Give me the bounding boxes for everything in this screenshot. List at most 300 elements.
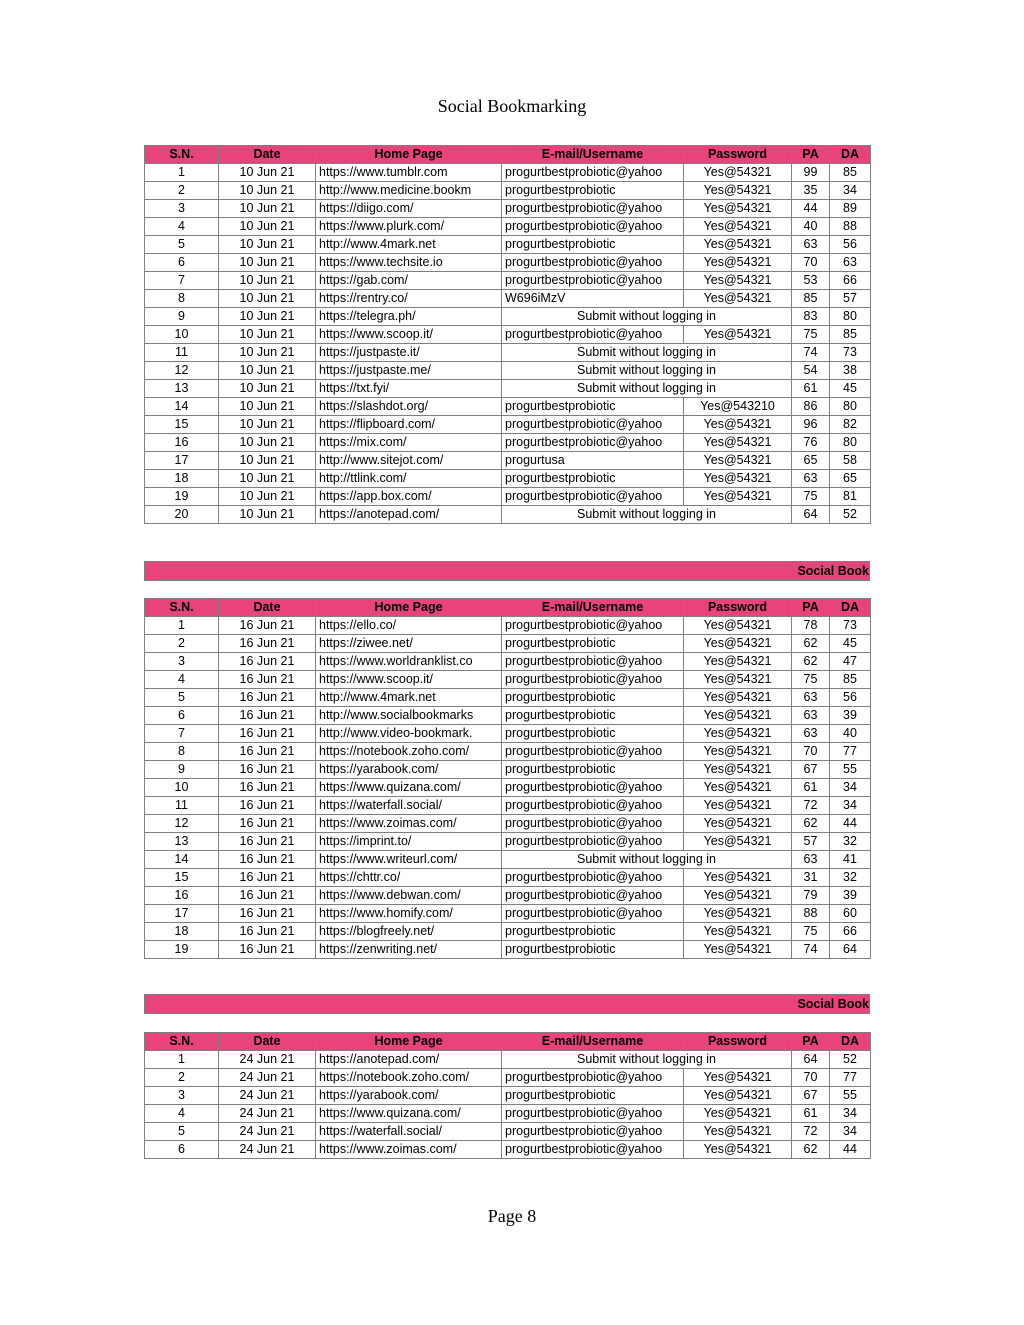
table-row: [145, 923, 871, 941]
header-email-username: E-mail/Username: [502, 146, 684, 164]
cell-pa: 76: [792, 434, 830, 452]
header-email-username: E-mail/Username: [502, 599, 684, 617]
header-password: Password: [684, 599, 792, 617]
cell-date: 10 Jun 21: [219, 398, 316, 416]
cell-sn: 18: [145, 923, 219, 941]
cell-date: 10 Jun 21: [219, 344, 316, 362]
cell-pa: 40: [792, 218, 830, 236]
cell-email-username: progurtbestprobiotic@yahoo: [502, 833, 684, 851]
cell-sn: 9: [145, 308, 219, 326]
cell-email-username: progurtbestprobiotic: [502, 923, 684, 941]
cell-da: 60: [830, 905, 871, 923]
table-row: [145, 1105, 871, 1123]
cell-sn: 20: [145, 506, 219, 524]
cell-password: Yes@54321: [684, 743, 792, 761]
cell-da: 34: [830, 779, 871, 797]
cell-pa: 64: [792, 506, 830, 524]
cell-date: 16 Jun 21: [219, 635, 316, 653]
cell-password: Yes@54321: [684, 236, 792, 254]
cell-pa: 86: [792, 398, 830, 416]
cell-pa: 65: [792, 452, 830, 470]
cell-home-page: https://chttr.co/: [316, 869, 502, 887]
cell-email-username: progurtbestprobiotic@yahoo: [502, 200, 684, 218]
cell-sn: 11: [145, 797, 219, 815]
cell-password: Yes@54321: [684, 488, 792, 506]
table-row: [145, 326, 871, 344]
cell-date: 16 Jun 21: [219, 833, 316, 851]
cell-home-page: https://notebook.zoho.com/: [316, 1069, 502, 1087]
cell-password: Yes@54321: [684, 470, 792, 488]
cell-pa: 85: [792, 290, 830, 308]
cell-sn: 1: [145, 617, 219, 635]
cell-sn: 6: [145, 1141, 219, 1159]
cell-date: 24 Jun 21: [219, 1087, 316, 1105]
cell-home-page: https://txt.fyi/: [316, 380, 502, 398]
cell-date: 16 Jun 21: [219, 815, 316, 833]
cell-home-page: http://ttlink.com/: [316, 470, 502, 488]
table-row: [145, 635, 871, 653]
table-row: [145, 236, 871, 254]
cell-home-page: https://www.quizana.com/: [316, 779, 502, 797]
cell-password: Yes@54321: [684, 941, 792, 959]
cell-note: Submit without logging in: [502, 362, 792, 380]
cell-pa: 96: [792, 416, 830, 434]
cell-da: 34: [830, 797, 871, 815]
cell-home-page: https://www.tumblr.com: [316, 164, 502, 182]
cell-home-page: https://anotepad.com/: [316, 506, 502, 524]
cell-email-username: progurtbestprobiotic@yahoo: [502, 815, 684, 833]
cell-da: 66: [830, 272, 871, 290]
cell-da: 40: [830, 725, 871, 743]
cell-home-page: http://www.socialbookmarks: [316, 707, 502, 725]
cell-note: Submit without logging in: [502, 506, 792, 524]
cell-date: 16 Jun 21: [219, 725, 316, 743]
cell-date: 16 Jun 21: [219, 743, 316, 761]
cell-home-page: https://www.techsite.io: [316, 254, 502, 272]
cell-sn: 4: [145, 671, 219, 689]
cell-sn: 19: [145, 488, 219, 506]
cell-pa: 54: [792, 362, 830, 380]
cell-sn: 16: [145, 887, 219, 905]
cell-pa: 83: [792, 308, 830, 326]
header-row: [145, 599, 871, 617]
section-banner-2: Social Book: [144, 994, 870, 1014]
cell-da: 41: [830, 851, 871, 869]
table-row: [145, 452, 871, 470]
table-row: [145, 617, 871, 635]
cell-sn: 2: [145, 182, 219, 200]
cell-pa: 35: [792, 182, 830, 200]
cell-date: 10 Jun 21: [219, 272, 316, 290]
cell-password: Yes@54321: [684, 905, 792, 923]
cell-da: 52: [830, 1051, 871, 1069]
cell-date: 10 Jun 21: [219, 506, 316, 524]
header-sn: S.N.: [145, 599, 219, 617]
cell-pa: 70: [792, 1069, 830, 1087]
header-date: Date: [219, 146, 316, 164]
cell-email-username: progurtbestprobiotic@yahoo: [502, 254, 684, 272]
cell-password: Yes@54321: [684, 1105, 792, 1123]
header-home-page: Home Page: [316, 599, 502, 617]
table-row: [145, 887, 871, 905]
cell-date: 16 Jun 21: [219, 671, 316, 689]
cell-password: Yes@543210: [684, 398, 792, 416]
cell-note: Submit without logging in: [502, 380, 792, 398]
cell-pa: 74: [792, 941, 830, 959]
cell-home-page: https://www.homify.com/: [316, 905, 502, 923]
cell-date: 24 Jun 21: [219, 1123, 316, 1141]
table-row: [145, 200, 871, 218]
cell-pa: 62: [792, 815, 830, 833]
page-number: Page 8: [487, 1206, 537, 1226]
cell-home-page: https://zenwriting.net/: [316, 941, 502, 959]
cell-pa: 63: [792, 236, 830, 254]
cell-pa: 63: [792, 725, 830, 743]
header-row: [145, 1033, 871, 1051]
cell-email-username: progurtbestprobiotic@yahoo: [502, 671, 684, 689]
cell-home-page: https://justpaste.it/: [316, 344, 502, 362]
cell-password: Yes@54321: [684, 869, 792, 887]
cell-home-page: http://www.video-bookmark.: [316, 725, 502, 743]
cell-sn: 10: [145, 779, 219, 797]
cell-date: 10 Jun 21: [219, 380, 316, 398]
cell-password: Yes@54321: [684, 779, 792, 797]
table-row: [145, 1069, 871, 1087]
table-row: [145, 779, 871, 797]
cell-email-username: progurtbestprobiotic: [502, 941, 684, 959]
cell-email-username: progurtbestprobiotic@yahoo: [502, 488, 684, 506]
table-row: [145, 164, 871, 182]
cell-date: 10 Jun 21: [219, 434, 316, 452]
table-row: [145, 743, 871, 761]
cell-password: Yes@54321: [684, 707, 792, 725]
cell-password: Yes@54321: [684, 1087, 792, 1105]
cell-sn: 4: [145, 1105, 219, 1123]
table-row: [145, 815, 871, 833]
cell-date: 10 Jun 21: [219, 452, 316, 470]
cell-pa: 62: [792, 653, 830, 671]
cell-da: 85: [830, 326, 871, 344]
cell-da: 88: [830, 218, 871, 236]
cell-email-username: progurtbestprobiotic@yahoo: [502, 905, 684, 923]
cell-pa: 99: [792, 164, 830, 182]
header-home-page: Home Page: [316, 1033, 502, 1051]
table-row: [145, 254, 871, 272]
cell-note: Submit without logging in: [502, 1051, 792, 1069]
cell-home-page: https://www.scoop.it/: [316, 326, 502, 344]
cell-password: Yes@54321: [684, 416, 792, 434]
cell-sn: 6: [145, 254, 219, 272]
header-password: Password: [684, 146, 792, 164]
cell-home-page: http://www.sitejot.com/: [316, 452, 502, 470]
cell-password: Yes@54321: [684, 182, 792, 200]
cell-pa: 57: [792, 833, 830, 851]
cell-sn: 15: [145, 416, 219, 434]
cell-email-username: progurtbestprobiotic: [502, 635, 684, 653]
cell-password: Yes@54321: [684, 272, 792, 290]
cell-da: 66: [830, 923, 871, 941]
cell-da: 55: [830, 1087, 871, 1105]
table-row: [145, 218, 871, 236]
cell-password: Yes@54321: [684, 671, 792, 689]
cell-sn: 7: [145, 272, 219, 290]
cell-note: Submit without logging in: [502, 851, 792, 869]
cell-pa: 70: [792, 743, 830, 761]
cell-home-page: https://www.zoimas.com/: [316, 815, 502, 833]
cell-password: Yes@54321: [684, 218, 792, 236]
table-row: [145, 398, 871, 416]
cell-password: Yes@54321: [684, 254, 792, 272]
header-home-page: Home Page: [316, 146, 502, 164]
cell-home-page: https://www.debwan.com/: [316, 887, 502, 905]
cell-password: Yes@54321: [684, 1069, 792, 1087]
cell-email-username: W696iMzV: [502, 290, 684, 308]
cell-da: 77: [830, 1069, 871, 1087]
cell-home-page: https://telegra.ph/: [316, 308, 502, 326]
cell-sn: 12: [145, 362, 219, 380]
cell-email-username: progurtbestprobiotic: [502, 725, 684, 743]
cell-sn: 17: [145, 905, 219, 923]
cell-home-page: https://justpaste.me/: [316, 362, 502, 380]
cell-da: 82: [830, 416, 871, 434]
cell-home-page: https://waterfall.social/: [316, 797, 502, 815]
cell-pa: 67: [792, 1087, 830, 1105]
cell-pa: 62: [792, 1141, 830, 1159]
cell-sn: 15: [145, 869, 219, 887]
cell-sn: 6: [145, 707, 219, 725]
cell-pa: 72: [792, 797, 830, 815]
cell-pa: 75: [792, 923, 830, 941]
cell-sn: 3: [145, 653, 219, 671]
cell-pa: 75: [792, 488, 830, 506]
cell-email-username: progurtbestprobiotic@yahoo: [502, 617, 684, 635]
cell-date: 10 Jun 21: [219, 290, 316, 308]
table-row: [145, 488, 871, 506]
table-row: [145, 308, 871, 326]
bookmark-table-3: [144, 1032, 871, 1159]
cell-home-page: https://waterfall.social/: [316, 1123, 502, 1141]
cell-da: 39: [830, 887, 871, 905]
header-date: Date: [219, 599, 316, 617]
cell-date: 16 Jun 21: [219, 887, 316, 905]
cell-da: 32: [830, 833, 871, 851]
cell-email-username: progurtbestprobiotic@yahoo: [502, 164, 684, 182]
cell-da: 55: [830, 761, 871, 779]
table-row: [145, 362, 871, 380]
cell-date: 16 Jun 21: [219, 941, 316, 959]
cell-email-username: progurtusa: [502, 452, 684, 470]
cell-home-page: https://gab.com/: [316, 272, 502, 290]
table-row: [145, 689, 871, 707]
cell-da: 57: [830, 290, 871, 308]
cell-password: Yes@54321: [684, 653, 792, 671]
cell-da: 34: [830, 182, 871, 200]
cell-note: Submit without logging in: [502, 344, 792, 362]
cell-home-page: https://www.worldranklist.co: [316, 653, 502, 671]
cell-da: 45: [830, 635, 871, 653]
table-row: [145, 380, 871, 398]
cell-da: 56: [830, 236, 871, 254]
cell-da: 89: [830, 200, 871, 218]
cell-pa: 31: [792, 869, 830, 887]
cell-sn: 1: [145, 1051, 219, 1069]
cell-sn: 19: [145, 941, 219, 959]
table-row: [145, 182, 871, 200]
table-row: [145, 344, 871, 362]
cell-password: Yes@54321: [684, 761, 792, 779]
cell-password: Yes@54321: [684, 815, 792, 833]
cell-pa: 63: [792, 689, 830, 707]
cell-date: 24 Jun 21: [219, 1105, 316, 1123]
cell-home-page: https://www.zoimas.com/: [316, 1141, 502, 1159]
cell-pa: 88: [792, 905, 830, 923]
cell-sn: 10: [145, 326, 219, 344]
cell-home-page: https://imprint.to/: [316, 833, 502, 851]
cell-da: 73: [830, 617, 871, 635]
cell-date: 10 Jun 21: [219, 308, 316, 326]
cell-date: 16 Jun 21: [219, 707, 316, 725]
header-da: DA: [830, 599, 871, 617]
cell-pa: 63: [792, 707, 830, 725]
cell-pa: 78: [792, 617, 830, 635]
cell-da: 73: [830, 344, 871, 362]
cell-email-username: progurtbestprobiotic: [502, 1087, 684, 1105]
cell-email-username: progurtbestprobiotic: [502, 236, 684, 254]
cell-email-username: progurtbestprobiotic: [502, 182, 684, 200]
cell-email-username: progurtbestprobiotic: [502, 707, 684, 725]
cell-password: Yes@54321: [684, 887, 792, 905]
cell-pa: 63: [792, 851, 830, 869]
cell-pa: 75: [792, 671, 830, 689]
cell-password: Yes@54321: [684, 833, 792, 851]
cell-date: 16 Jun 21: [219, 797, 316, 815]
cell-date: 10 Jun 21: [219, 164, 316, 182]
cell-da: 80: [830, 434, 871, 452]
cell-pa: 67: [792, 761, 830, 779]
table-row: [145, 761, 871, 779]
cell-email-username: progurtbestprobiotic@yahoo: [502, 1069, 684, 1087]
cell-password: Yes@54321: [684, 200, 792, 218]
cell-home-page: http://www.medicine.bookm: [316, 182, 502, 200]
cell-home-page: https://rentry.co/: [316, 290, 502, 308]
table-row: [145, 671, 871, 689]
cell-date: 16 Jun 21: [219, 779, 316, 797]
cell-pa: 44: [792, 200, 830, 218]
cell-da: 38: [830, 362, 871, 380]
cell-email-username: progurtbestprobiotic: [502, 470, 684, 488]
cell-pa: 61: [792, 380, 830, 398]
cell-sn: 13: [145, 380, 219, 398]
bookmark-table-1: [144, 145, 871, 524]
cell-sn: 13: [145, 833, 219, 851]
header-pa: PA: [792, 146, 830, 164]
table-row: [145, 653, 871, 671]
cell-home-page: https://app.box.com/: [316, 488, 502, 506]
cell-da: 32: [830, 869, 871, 887]
cell-pa: 74: [792, 344, 830, 362]
header-email-username: E-mail/Username: [502, 1033, 684, 1051]
cell-date: 10 Jun 21: [219, 200, 316, 218]
cell-da: 81: [830, 488, 871, 506]
cell-pa: 64: [792, 1051, 830, 1069]
cell-home-page: https://flipboard.com/: [316, 416, 502, 434]
cell-home-page: https://yarabook.com/: [316, 761, 502, 779]
cell-da: 58: [830, 452, 871, 470]
table-row: [145, 506, 871, 524]
cell-sn: 5: [145, 1123, 219, 1141]
cell-sn: 5: [145, 236, 219, 254]
cell-email-username: progurtbestprobiotic@yahoo: [502, 743, 684, 761]
cell-da: 64: [830, 941, 871, 959]
cell-password: Yes@54321: [684, 797, 792, 815]
cell-da: 63: [830, 254, 871, 272]
header-sn: S.N.: [145, 1033, 219, 1051]
cell-da: 44: [830, 1141, 871, 1159]
cell-pa: 61: [792, 1105, 830, 1123]
cell-email-username: progurtbestprobiotic@yahoo: [502, 272, 684, 290]
cell-sn: 18: [145, 470, 219, 488]
cell-date: 10 Jun 21: [219, 488, 316, 506]
cell-da: 34: [830, 1105, 871, 1123]
cell-password: Yes@54321: [684, 326, 792, 344]
cell-email-username: progurtbestprobiotic@yahoo: [502, 416, 684, 434]
cell-pa: 53: [792, 272, 830, 290]
cell-email-username: progurtbestprobiotic@yahoo: [502, 653, 684, 671]
cell-da: 56: [830, 689, 871, 707]
cell-home-page: https://yarabook.com/: [316, 1087, 502, 1105]
cell-date: 16 Jun 21: [219, 905, 316, 923]
cell-home-page: https://ello.co/: [316, 617, 502, 635]
table-row: [145, 797, 871, 815]
cell-password: Yes@54321: [684, 689, 792, 707]
cell-pa: 72: [792, 1123, 830, 1141]
cell-password: Yes@54321: [684, 617, 792, 635]
header-sn: S.N.: [145, 146, 219, 164]
cell-home-page: https://notebook.zoho.com/: [316, 743, 502, 761]
cell-date: 10 Jun 21: [219, 236, 316, 254]
cell-date: 10 Jun 21: [219, 326, 316, 344]
cell-date: 16 Jun 21: [219, 761, 316, 779]
cell-email-username: progurtbestprobiotic@yahoo: [502, 1123, 684, 1141]
cell-date: 16 Jun 21: [219, 851, 316, 869]
section-banner-1: Social Book: [144, 561, 870, 581]
table-row: [145, 1123, 871, 1141]
cell-da: 85: [830, 164, 871, 182]
cell-sn: 2: [145, 635, 219, 653]
table-row: [145, 869, 871, 887]
cell-date: 16 Jun 21: [219, 869, 316, 887]
cell-email-username: progurtbestprobiotic@yahoo: [502, 887, 684, 905]
page-title: Social Bookmarking: [437, 96, 587, 116]
cell-home-page: https://www.scoop.it/: [316, 671, 502, 689]
cell-home-page: http://www.4mark.net: [316, 689, 502, 707]
cell-sn: 14: [145, 851, 219, 869]
cell-home-page: https://diigo.com/: [316, 200, 502, 218]
bookmark-table-2: [144, 598, 871, 959]
cell-password: Yes@54321: [684, 434, 792, 452]
cell-home-page: https://slashdot.org/: [316, 398, 502, 416]
table-row: [145, 416, 871, 434]
cell-email-username: progurtbestprobiotic@yahoo: [502, 1141, 684, 1159]
cell-email-username: progurtbestprobiotic@yahoo: [502, 1105, 684, 1123]
cell-da: 65: [830, 470, 871, 488]
cell-password: Yes@54321: [684, 725, 792, 743]
cell-password: Yes@54321: [684, 290, 792, 308]
cell-da: 47: [830, 653, 871, 671]
cell-date: 16 Jun 21: [219, 923, 316, 941]
cell-password: Yes@54321: [684, 923, 792, 941]
cell-sn: 8: [145, 743, 219, 761]
